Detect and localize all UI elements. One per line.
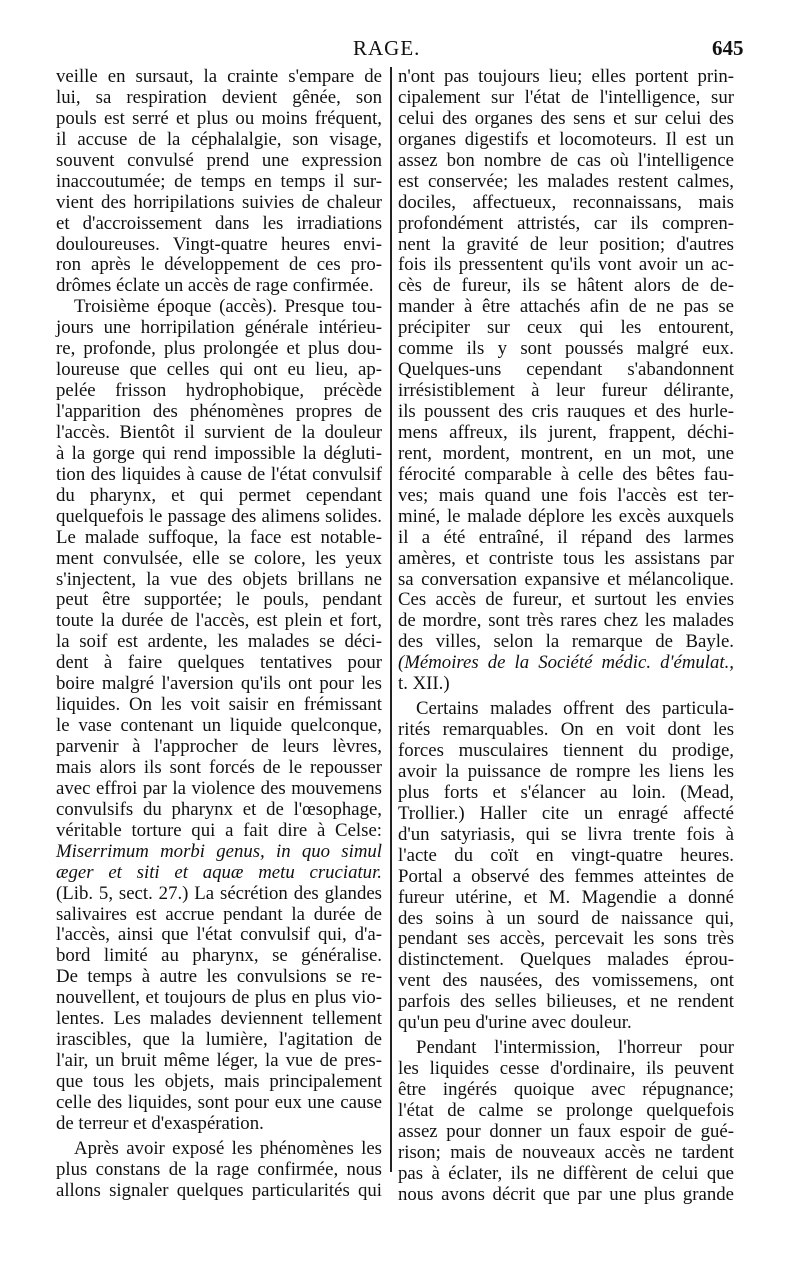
text-line: loureuse que celles qui ont eu lieu, ap- [56,359,382,381]
text-line: le vase contenant un liquide quelconque, [56,715,382,737]
text-line: à la gorge qui rend impossible la dégluti- [56,442,382,464]
text-line: cipalement sur l'état de l'intelligence, sur [398,86,734,108]
text-line: mais alors ils sont forcés de le repousser [56,756,382,778]
column-divider [390,67,392,1172]
text-line: l'état de calme se prolonge quelquefois [398,1099,734,1121]
text-line: Après avoir exposé les phénomènes les [74,1137,382,1159]
text-line: la soif est ardente, les malades se déci- [56,631,382,653]
text-line: n'ont pas toujours lieu; elles portent prin- [398,66,734,87]
text-line: veille en sursaut, la crainte s'empare de [56,66,382,87]
text-line: bord limité au pharynx, se généralise. [56,945,382,967]
text-line: ment convulsée, elle se colore, les yeux [56,547,382,569]
text-line: celui des organes des sens et sur celui des [398,107,734,129]
text-line: de terreur et d'exaspération. [56,1112,264,1134]
text-line: distinctement. Quelques malades éprou- [398,949,734,971]
text-line: assez bon nombre de cas où l'intelligence [398,149,734,171]
text-line: dent à faire quelques tentatives pour [56,652,382,674]
page-number: 645 [712,36,744,60]
text-line: De temps à autre les convulsions se re- [56,966,382,988]
text-line: nouvellent, et toujours de plus en plus vio- [56,987,382,1009]
text-line: pelée frisson hydrophobique, précède [56,380,382,402]
text-line: est conservée; les malades restent calmes, [398,170,734,192]
text-line: sa conversation expansive et mélancolique. [398,568,734,590]
text-line: l'apparition des phénomènes propres de [56,401,382,422]
text-line: tion des liquides à cause de l'état convulsif [56,463,382,485]
text-line: re, profonde, plus prolongée et plus dou- [56,338,382,360]
text-line: vent des nausées, des vomissemens, ont [398,970,734,992]
text-line: plus forts et s'élancer au loin. (Mead, [398,781,734,803]
text-line: Miserrimum morbi genus, in quo simul [56,840,382,862]
text-line: fois ils pressentent qu'ils vont avoir un ac- [398,254,734,276]
text-line: rison; mais de nouveaux accès ne tardent [398,1141,734,1163]
text-line: mens affreux, ils jurent, frappent, déchi- [398,421,734,443]
text-line: Le malade suffoque, la face est notable- [56,526,382,548]
text-line: il a été entraîné, il répand des larmes [398,526,734,548]
running-title: RAGE. [353,36,421,60]
text-line: avoir la puissance de rompre les liens les [398,760,734,782]
text-line: parfois des selles bilieuses, et ne rendent [398,991,734,1013]
text-line: s'injectent, la vue des objets brillans ne [56,568,382,590]
text-line: organes digestifs et locomoteurs. Il est un [398,128,734,150]
text-line: irrésistiblement à leur fureur délirante, [398,380,734,402]
text-line: des villes, selon la remarque de Bayle. [398,631,734,653]
text-line: pendant ses accès, percevait les sons très [398,928,734,950]
text-line: rent, mordent, montrent, en un mot, une [398,442,734,464]
text-line: véritable torture qui a fait dire à Celse: [56,819,382,841]
text-line: Quelques-uns cependant s'abandonnent [398,359,734,381]
text-line: (Mémoires de la Société médic. d'émulat., [398,652,734,674]
text-line: miné, le malade déplore les excès auxquels [398,505,734,527]
text-line: Certains malades offrent des particula- [416,698,734,720]
text-line: parvenir à l'approcher de leurs lèvres, [56,736,382,757]
text-line: t. XII.) [398,673,450,695]
text-line: æger et siti et aquæ metu cruciatur. [56,861,382,883]
text-line: Trollier.) Haller cite un enragé affecté [398,802,734,824]
text-line: lentes. Les malades deviennent tellement [56,1008,382,1030]
text-line: souvent convulsé prend une expression [56,149,382,171]
text-line: Troisième époque (accès). Presque tou- [74,296,382,318]
text-line: d'un satyriasis, qui se livra trente fois à [398,823,734,845]
text-line: salivaires est accrue pendant la durée de [56,903,382,925]
text-line: ves; mais quand une fois l'accès est ter- [398,484,734,506]
text-line: drômes éclate un accès de rage confirmée. [56,275,374,297]
text-line: cès de fureur, ils se hâtent alors de de- [398,275,734,297]
text-line: l'acte du coït en vingt-quatre heures. [398,844,734,866]
text-line: de mordre, sont très rares chez les malades [398,610,734,632]
text-line: douloureuses. Vingt-quatre heures envi- [56,233,382,255]
text-line: inaccoutumée; de temps en temps il sur- [56,170,382,192]
text-line: les liquides cesse d'ordinaire, ils peuvent [398,1058,734,1080]
page-header [0,36,800,66]
text-line: celle des liquides, sont pour eux une cause [56,1091,382,1113]
text-line: Ces accès de fureur, et surtout les envies [398,589,734,611]
text-line: il accuse de la céphalalgie, son visage, [56,128,382,150]
text-line: ils poussent des cris rauques et des hurle- [398,401,734,422]
left-column [56,67,382,1202]
text-line: que tous les objets, mais principalement [56,1071,382,1092]
text-line: Portal a observé des femmes atteintes de [398,865,734,887]
text-line: lui, sa respiration devient gênée, son [56,86,382,108]
text-line: Pendant l'intermission, l'horreur pour [416,1037,734,1059]
text-line: irascibles, que la lumière, l'agitation de [56,1029,382,1051]
text-line: l'accès, ainsi que l'état convulsif qui, d'a- [56,924,382,946]
text-line: amères, et contriste tous les assistans par [398,547,734,569]
text-line: jours une horripilation générale intérieu- [56,317,382,339]
text-line: vient des horripilations suivies de chaleur [56,191,382,213]
text-line: l'air, un bruit même léger, la vue de pres- [56,1050,382,1072]
text-line: précipiter sur ceux qui les entourent, [398,317,734,339]
right-column [398,67,734,1206]
text-line: mander à être attachés afin de ne pas se [398,296,734,318]
text-line: nent la gravité de leur position; d'autres [398,233,734,255]
text-line: forces musculaires tiennent du prodige, [398,740,734,761]
text-line: liquides. On les voit saisir en frémissant [56,694,382,716]
text-line: profondément attristés, car ils compren- [398,212,734,234]
text-line: nous avons décrit que par une plus grande [398,1183,734,1205]
text-line: peut être supportée; le pouls, pendant [56,589,382,611]
text-line: férocité comparable à celle des bêtes fau- [398,463,734,485]
text-line: ron après le développement de ces pro- [56,254,382,276]
text-line: du pharynx, et qui permet cependant [56,484,382,506]
text-line: et d'accroissement dans les irradiations [56,212,382,234]
text-line: rités remarquables. On en voit dont les [398,719,734,741]
text-line: boire malgré l'aversion qu'ils ont pour les [56,673,382,695]
text-line: quelquefois le passage des alimens solides. [56,505,382,527]
text-line: dociles, affectueux, reconnaissans, mais [398,191,734,213]
text-line: pouls est serré et plus ou moins fréquent, [56,107,382,129]
text-line: assez pour donner un faux espoir de gué- [398,1120,734,1142]
text-line: qu'un peu d'urine avec douleur. [398,1012,632,1034]
text-line: avec effroi par la violence des mouvemens [56,777,382,799]
text-line: allons signaler quelques particularités qui [56,1179,382,1201]
text-line: convulsifs du pharynx et de l'œsophage, [56,798,382,820]
text-line: pas à éclater, ils ne diffèrent de celui que [398,1162,734,1184]
text-line: des soins à un sourd de naissance qui, [398,907,734,929]
text-line: (Lib. 5, sect. 27.) La sécrétion des glandes [56,882,382,904]
text-line: plus constans de la rage confirmée, nous [56,1158,382,1180]
text-line: comme ils y sont poussés malgré eux. [398,338,734,360]
text-line: être ingérés quoique avec répugnance; [398,1079,734,1100]
text-line: fureur utérine, et M. Magendie a donné [398,886,734,908]
text-line: toute la durée de l'accès, est plein et fort, [56,610,382,632]
text-line: l'accès. Bientôt il survient de la douleur [56,421,382,443]
